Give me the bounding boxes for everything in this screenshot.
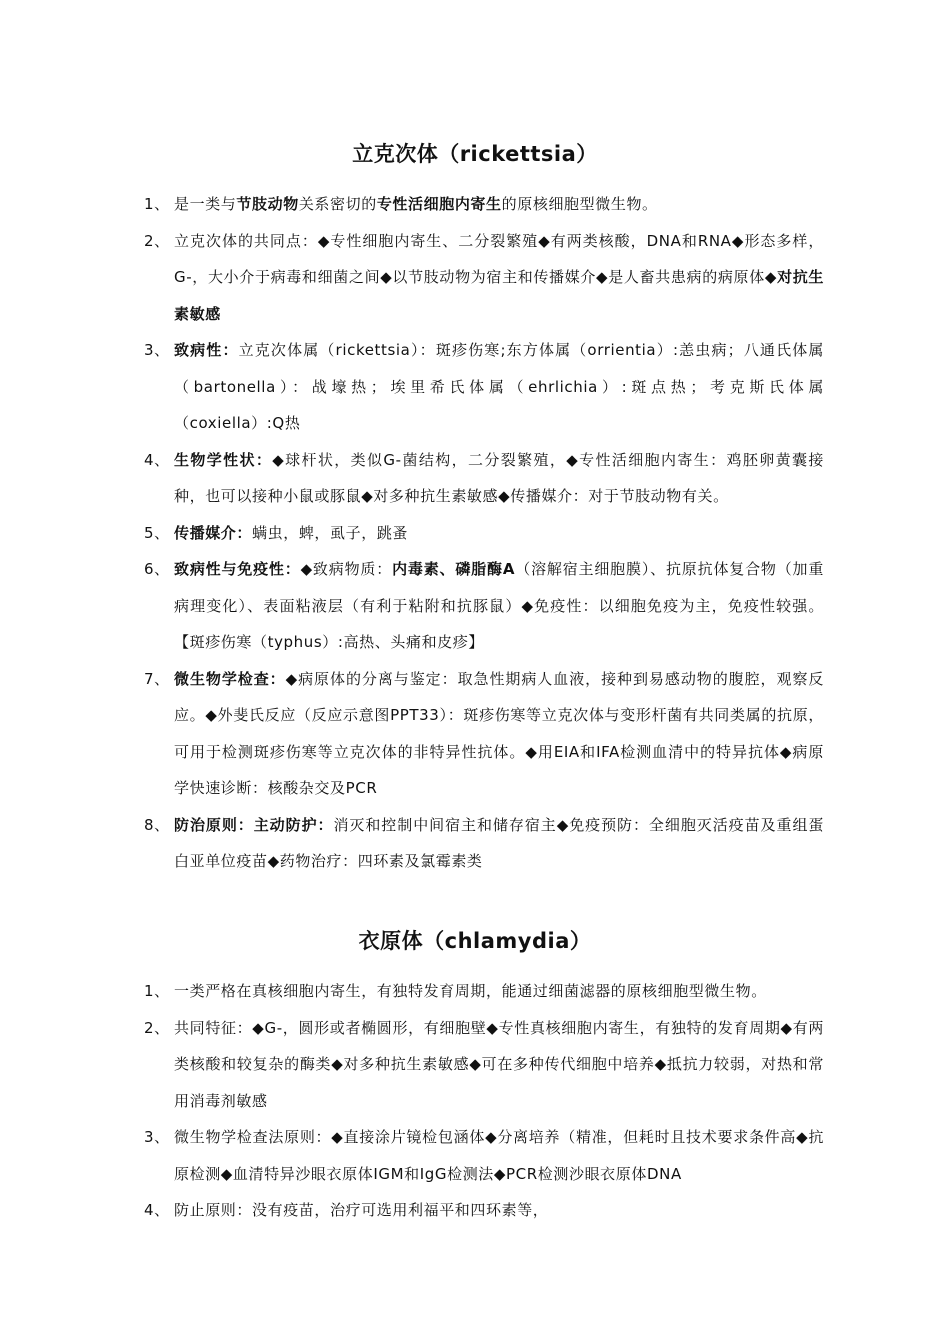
item-text: （溶解宿主细胞膜）、抗原抗体复合物（加重病理变化）、表面粘液层（有利于粘附和抗豚鼠）◆免疫性：以细胞免疫为主，免疫性较强。【斑疹伤寒（typhus）:高热、头痛和皮疹】	[174, 560, 824, 651]
item-bold-text: 微生物学检查：	[174, 669, 286, 688]
item-text: 立克次体的共同点：◆专性细胞内寄生、二分裂繁殖◆有两类核酸，DNA和RNA◆形态多样，G-，大小介于病毒和细菌之间◆以节肢动物为宿主和传播媒介◆是人畜共患病的病原体◆	[174, 231, 824, 286]
list-item	[144, 661, 824, 807]
list-item	[144, 442, 824, 515]
item-number: 6、	[144, 560, 170, 578]
item-number: 5、	[144, 523, 170, 542]
item-text: 防止原则：没有疫苗，治疗可选用利福平和四环素等，	[174, 1201, 549, 1219]
list-item	[144, 223, 824, 333]
item-text: ◆病原体的分离与鉴定：取急性期病人血液，接种到易感动物的腹腔，观察反应。◆外斐氏反应（反应示意图PPT33）：斑疹伤寒等立克次体与变形杆菌有共同类属的抗原，可用于检测斑疹伤寒等立克次体的非特异性抗体。◆用EIA和IFA检测血清中的特异抗体◆病原学快速诊断：核酸杂交及PCR	[174, 669, 824, 797]
list-item	[144, 973, 824, 1010]
item-text: 关系密切的	[298, 195, 377, 213]
section-title-chlamydia: 衣原体（chlamydia）	[358, 929, 592, 953]
item-text: 一类严格在真核细胞内寄生，有独特发育周期，能通过细菌滤器的原核细胞型微生物。	[174, 982, 767, 1000]
list-item	[144, 1192, 824, 1229]
item-bold-text: 专性活细胞内寄生	[376, 195, 502, 213]
item-number: 2、	[144, 1018, 170, 1037]
item-text: 是一类与	[174, 195, 237, 213]
list-item	[144, 1119, 824, 1192]
list-item	[144, 332, 824, 442]
item-bold-text: 防治原则：主动防护：	[174, 815, 334, 834]
item-number: 1、	[144, 982, 170, 1000]
section-title-rickettsia: 立克次体（rickettsia）	[352, 142, 598, 166]
rickettsia-list	[144, 186, 824, 880]
item-text: 螨虫，蜱，虱子，跳蚤	[252, 523, 409, 542]
item-number: 8、	[144, 815, 170, 834]
item-bold-text: 生物学性状：	[174, 450, 273, 469]
list-item	[144, 186, 824, 223]
item-bold-text: 节肢动物	[236, 195, 299, 213]
item-bold-text: 致病性与免疫性：	[174, 560, 301, 578]
list-item	[144, 1010, 824, 1120]
item-text: ◆致病物质：	[300, 560, 393, 578]
list-item	[144, 515, 824, 552]
item-text: 共同特征：◆G-，圆形或者椭圆形，有细胞壁◆专性真核细胞内寄生，有独特的发育周期◆有两类核酸和较复杂的酶类◆对多种抗生素敏感◆可在多种传代细胞中培养◆抵抗力较弱，对热和常用消毒剂敏感	[174, 1018, 824, 1110]
chlamydia-list	[144, 973, 824, 1229]
item-number: 7、	[144, 669, 170, 688]
item-number: 1、	[144, 195, 170, 213]
list-item	[144, 551, 824, 661]
item-number: 3、	[144, 1128, 170, 1146]
item-text: 的原核细胞型微生物。	[501, 195, 658, 213]
item-bold-text: 传播媒介：	[174, 523, 253, 542]
item-text: ◆球杆状，类似G-菌结构，二分裂繁殖，◆专性活细胞内寄生：鸡胚卵黄囊接种，也可以接种小鼠或豚鼠◆对多种抗生素敏感◆传播媒介：对于节肢动物有关。	[174, 450, 824, 505]
item-number: 2、	[144, 231, 170, 250]
item-text: 立克次体属（rickettsia）：斑疹伤寒;东方体属（orrientia）:恙虫病；八通氏体属（bartonella）：战壕热；埃里希氏体属（ehrlichia）:斑点热；考克斯氏体属（coxiella）:Q热	[174, 341, 824, 432]
item-bold-text: 内毒素、磷脂酶A	[392, 560, 516, 578]
item-number: 4、	[144, 450, 170, 469]
list-item	[144, 807, 824, 880]
item-text: 微生物学检查法原则：◆直接涂片镜检包涵体◆分离培养（精准，但耗时且技术要求条件高◆抗原检测◆血清特异沙眼衣原体IGM和IgG检测法◆PCR检测沙眼衣原体DNA	[174, 1128, 824, 1183]
item-bold-text: 对抗生素敏感	[174, 268, 824, 323]
item-number: 4、	[144, 1201, 170, 1219]
item-text: 消灭和控制中间宿主和储存宿主◆免疫预防：全细胞灭活疫苗及重组蛋白亚单位疫苗◆药物治疗：四环素及氯霉素类	[174, 815, 824, 870]
item-number: 3、	[144, 341, 170, 359]
item-bold-text: 致病性：	[174, 341, 239, 359]
